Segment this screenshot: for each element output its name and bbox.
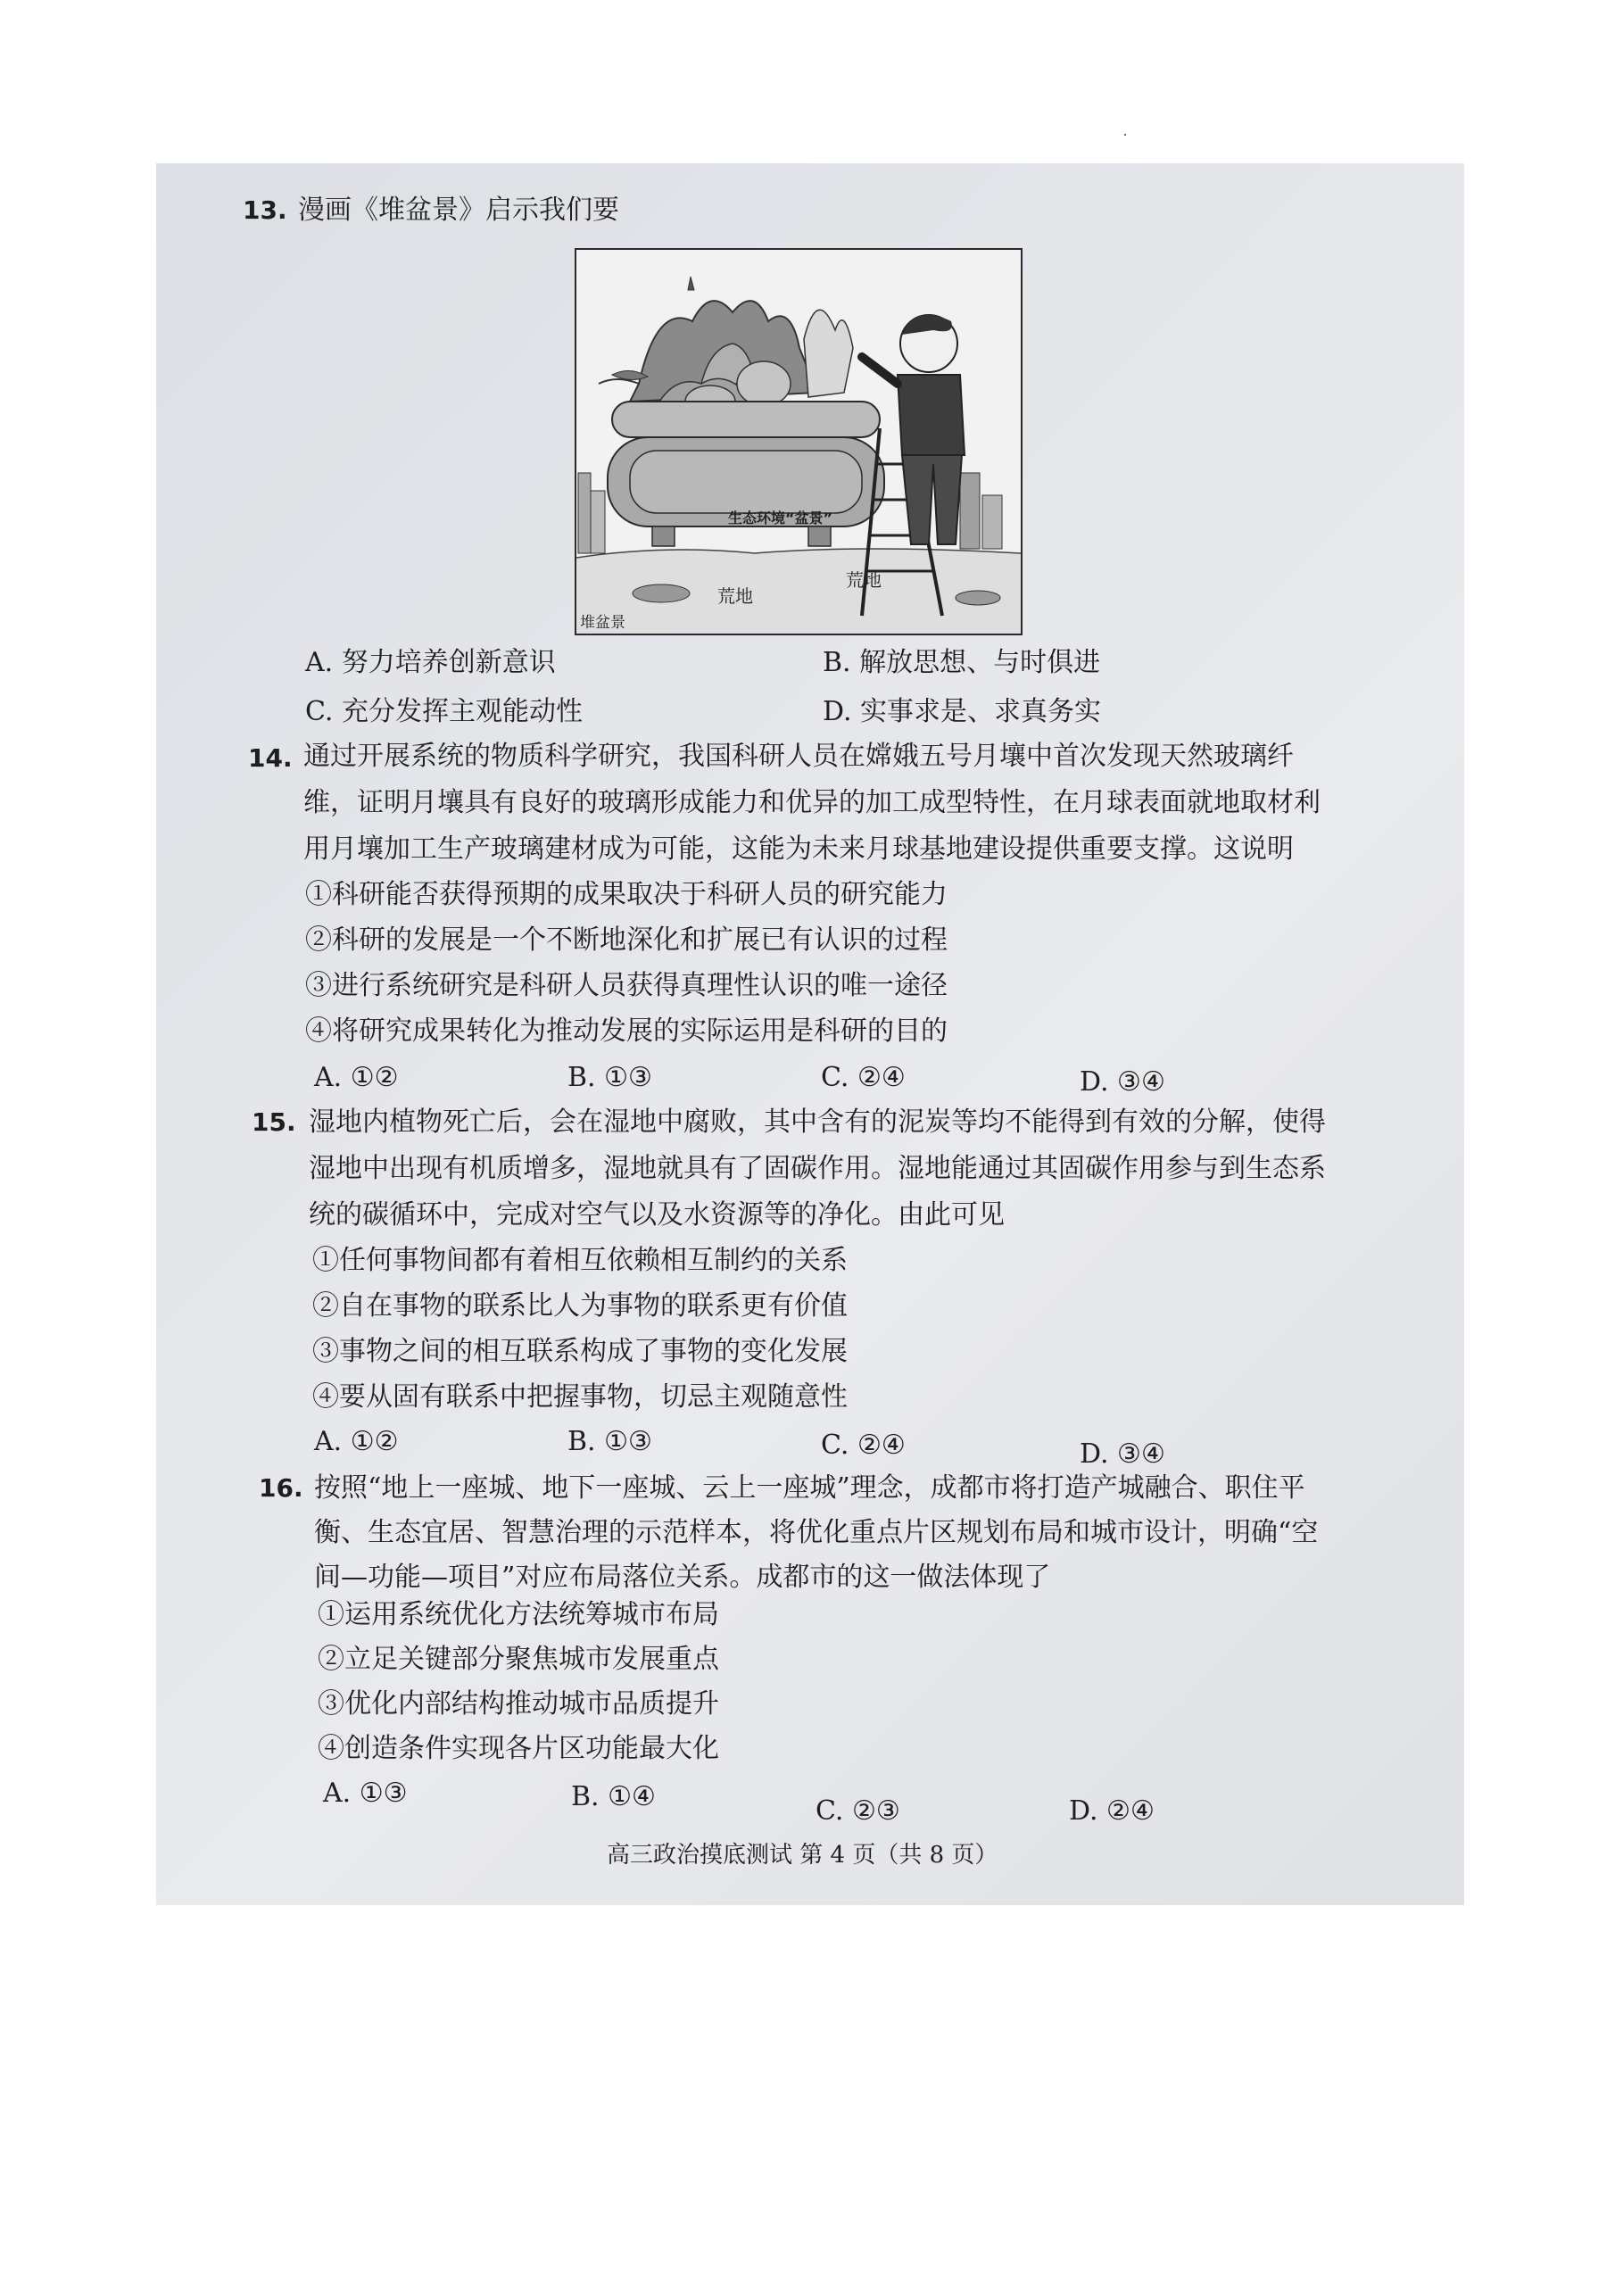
q13-option-b: B. 解放思想、与时俱进 bbox=[823, 647, 1101, 678]
q16-line-2: 衡、生态宜居、智慧治理的示范样本，将优化重点片区规划布局和城市设计，明确“空 bbox=[314, 1517, 1319, 1548]
q14-item-4: ④将研究成果转化为推动发展的实际运用是科研的目的 bbox=[305, 1015, 948, 1047]
q14-line-2: 维，证明月壤具有良好的玻璃形成能力和优异的加工成型特性，在月球表面就地取材利 bbox=[303, 787, 1321, 818]
q16-item-2: ②立足关键部分聚焦城市发展重点 bbox=[318, 1644, 719, 1675]
q14-option-c: C. ②④ bbox=[821, 1062, 906, 1093]
q13-stem: 漫画《堆盆景》启示我们要 bbox=[298, 195, 619, 226]
q16-line-1: 按照“地上一座城、地下一座城、云上一座城”理念，成都市将打造产城融合、职住平 bbox=[314, 1472, 1305, 1504]
q13-option-a: A. 努力培养创新意识 bbox=[305, 647, 556, 678]
q15-line-2: 湿地中出现有机质增多，湿地就具有了固碳作用。湿地能通过其固碳作用参与到生态系 bbox=[309, 1153, 1326, 1184]
q13-option-d: D. 实事求是、求真务实 bbox=[823, 696, 1102, 727]
q15-number: 15. bbox=[252, 1107, 296, 1137]
q15-option-a: A. ①② bbox=[314, 1426, 399, 1457]
q14-option-b: B. ①③ bbox=[567, 1062, 652, 1093]
q15-item-4: ④要从固有联系中把握事物，切忌主观随意性 bbox=[312, 1381, 848, 1413]
q16-item-1: ①运用系统优化方法统筹城市布局 bbox=[318, 1599, 719, 1630]
q14-item-2: ②科研的发展是一个不断地深化和扩展已有认识的过程 bbox=[305, 924, 948, 956]
q15-line-1: 湿地内植物死亡后，会在湿地中腐败，其中含有的泥炭等均不能得到有效的分解，使得 bbox=[309, 1107, 1326, 1138]
q16-option-d: D. ②④ bbox=[1069, 1795, 1155, 1827]
q13-number: 13. bbox=[243, 195, 287, 225]
land-label-left: 荒地 bbox=[717, 585, 753, 607]
q14-option-a: A. ①② bbox=[314, 1062, 399, 1093]
land-label-right: 荒地 bbox=[846, 569, 882, 591]
q14-number: 14. bbox=[248, 743, 293, 773]
q15-item-3: ③事物之间的相互联系构成了事物的变化发展 bbox=[312, 1336, 848, 1367]
cartoon-drawing bbox=[576, 250, 1021, 634]
q16-item-3: ③优化内部结构推动城市品质提升 bbox=[318, 1688, 719, 1720]
q15-option-c: C. ②④ bbox=[821, 1430, 906, 1461]
q16-option-b: B. ①④ bbox=[571, 1781, 656, 1812]
q16-option-a: A. ①③ bbox=[323, 1778, 408, 1809]
q16-option-c: C. ②③ bbox=[816, 1795, 900, 1827]
q16-line-3: 间—功能—项目”对应布局落位关系。成都市的这一做法体现了 bbox=[314, 1562, 1051, 1593]
q14-item-1: ①科研能否获得预期的成果取决于科研人员的研究能力 bbox=[305, 879, 948, 910]
q15-line-3: 统的碳循环中，完成对空气以及水资源等的净化。由此可见 bbox=[309, 1199, 1005, 1231]
cartoon-bonsai bbox=[575, 248, 1023, 635]
q15-item-1: ①任何事物间都有着相互依赖相互制约的关系 bbox=[312, 1245, 848, 1276]
q16-item-4: ④创造条件实现各片区功能最大化 bbox=[318, 1733, 719, 1764]
q15-item-2: ②自在事物的联系比人为事物的联系更有价值 bbox=[312, 1290, 848, 1322]
q14-option-d: D. ③④ bbox=[1080, 1066, 1165, 1098]
speck bbox=[1124, 134, 1126, 136]
page-footer: 高三政治摸底测试 第 4 页（共 8 页） bbox=[607, 1842, 998, 1869]
pot-label: 生态环境“盆景” bbox=[728, 510, 833, 526]
q13-option-c: C. 充分发挥主观能动性 bbox=[305, 696, 583, 727]
q14-line-1: 通过开展系统的物质科学研究，我国科研人员在嫦娥五号月壤中首次发现天然玻璃纤 bbox=[303, 741, 1294, 772]
q14-item-3: ③进行系统研究是科研人员获得真理性认识的唯一途径 bbox=[305, 970, 948, 1001]
q15-option-b: B. ①③ bbox=[567, 1426, 652, 1457]
q14-line-3: 用月壤加工生产玻璃建材成为可能，这能为未来月球基地建设提供重要支撑。这说明 bbox=[303, 833, 1294, 865]
cartoon-caption: 堆盆景 bbox=[580, 614, 625, 632]
q16-number: 16. bbox=[259, 1473, 303, 1503]
q15-option-d: D. ③④ bbox=[1080, 1438, 1165, 1470]
